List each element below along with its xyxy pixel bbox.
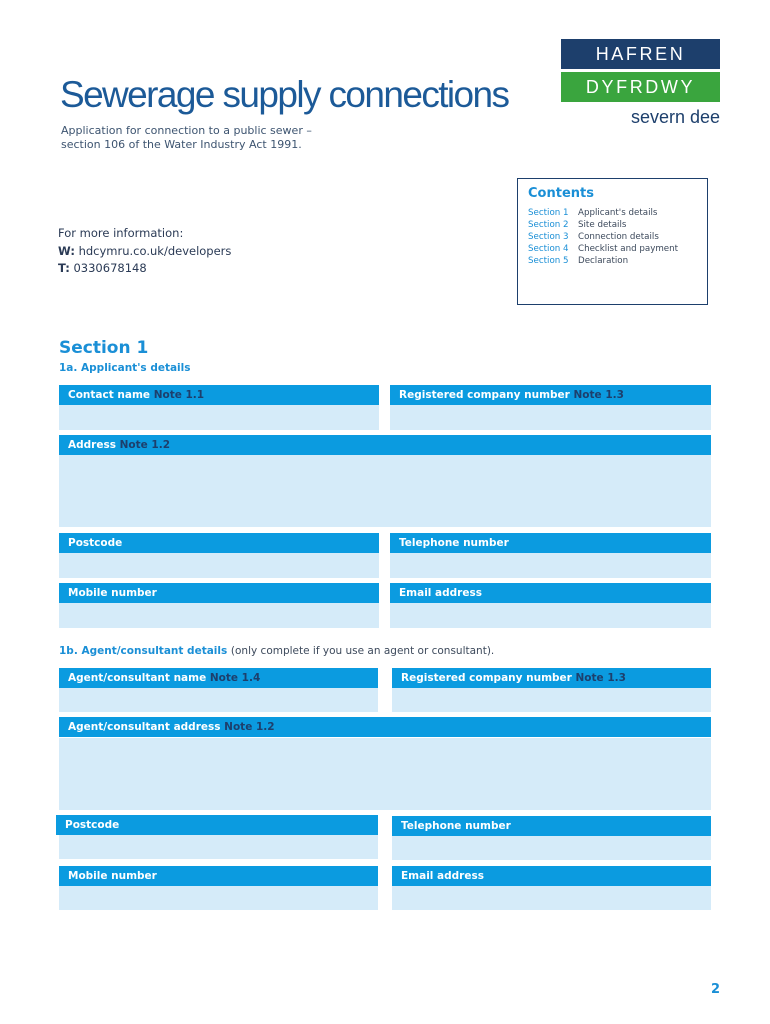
agent-address-field[interactable] — [59, 738, 711, 810]
postcode-field[interactable] — [59, 553, 379, 578]
toc-item[interactable] — [528, 219, 626, 231]
section-heading: Section 1 — [59, 338, 149, 358]
toc-item[interactable] — [528, 207, 657, 219]
agent-email-label: Email address — [392, 866, 711, 886]
mobile-label: Mobile number — [59, 583, 379, 603]
subsection-heading-1a: 1a. Applicant's details — [59, 362, 191, 374]
contact-name-label: Contact name Note 1.1 — [59, 385, 379, 405]
subtitle-line-2: section 106 of the Water Industry Act 1991. — [61, 138, 302, 151]
toc-section: Section 2 — [528, 220, 569, 230]
toc-item[interactable] — [528, 255, 628, 267]
toc-item[interactable] — [528, 243, 678, 255]
contents-title: Contents — [528, 186, 594, 201]
contact-name-field[interactable] — [59, 405, 379, 430]
telephone-field[interactable] — [390, 553, 711, 578]
toc-section: Section 4 — [528, 244, 569, 254]
page-number: 2 — [710, 982, 720, 997]
mobile-field[interactable] — [59, 603, 379, 628]
toc-label: Connection details — [578, 232, 659, 242]
agent-telephone-field[interactable] — [392, 836, 711, 860]
agent-email-field[interactable] — [392, 886, 711, 910]
toc-item[interactable] — [528, 231, 659, 243]
logo-dyfrdwy: DYFRDWY — [561, 72, 720, 102]
agent-company-number-label: Registered company number Note 1.3 — [392, 668, 711, 688]
web-label: W: — [58, 243, 75, 258]
telephone-label: Telephone number — [390, 533, 711, 553]
toc-label: Applicant's details — [578, 208, 658, 218]
agent-address-label: Agent/consultant address Note 1.2 — [59, 717, 711, 737]
company-number-field[interactable] — [390, 405, 711, 430]
address-label: Address Note 1.2 — [59, 435, 711, 455]
contents-box — [517, 178, 708, 305]
agent-mobile-label: Mobile number — [59, 866, 378, 886]
email-field[interactable] — [390, 603, 711, 628]
toc-section: Section 3 — [528, 232, 569, 242]
info-heading: For more information: — [58, 226, 184, 240]
logo-hafren: HAFREN — [561, 39, 720, 69]
agent-postcode-field[interactable] — [59, 835, 378, 859]
tel-number: 0330678148 — [73, 261, 147, 275]
company-number-label: Registered company number Note 1.3 — [390, 385, 711, 405]
tel-label: T: — [58, 261, 70, 275]
agent-name-label: Agent/consultant name Note 1.4 — [59, 668, 378, 688]
toc-label: Checklist and payment — [578, 244, 679, 254]
toc-section: Section 1 — [528, 208, 569, 218]
postcode-label: Postcode — [59, 533, 379, 553]
agent-name-field[interactable] — [59, 688, 378, 712]
web-link[interactable]: hdcymru.co.uk/developers — [78, 243, 232, 258]
address-field[interactable] — [59, 455, 711, 527]
page-subtitle — [61, 124, 361, 152]
toc-section: Section 5 — [528, 256, 569, 266]
page-title: Sewerage supply connections — [60, 74, 509, 115]
subsection-heading-1b: 1b. Agent/consultant details (only complete if you use an agent or consultant). — [59, 645, 495, 657]
agent-company-number-field[interactable] — [392, 688, 711, 712]
agent-mobile-field[interactable] — [59, 886, 378, 910]
toc-label: Declaration — [578, 256, 629, 266]
agent-telephone-label: Telephone number — [392, 816, 711, 836]
subtitle-line-1: Application for connection to a public sewer – — [61, 124, 312, 137]
email-label: Email address — [390, 583, 711, 603]
contact-info — [58, 225, 231, 278]
toc-label: Site details — [578, 220, 627, 230]
logo-severn-dee: severn dee — [630, 107, 720, 127]
agent-postcode-label: Postcode — [56, 815, 378, 835]
